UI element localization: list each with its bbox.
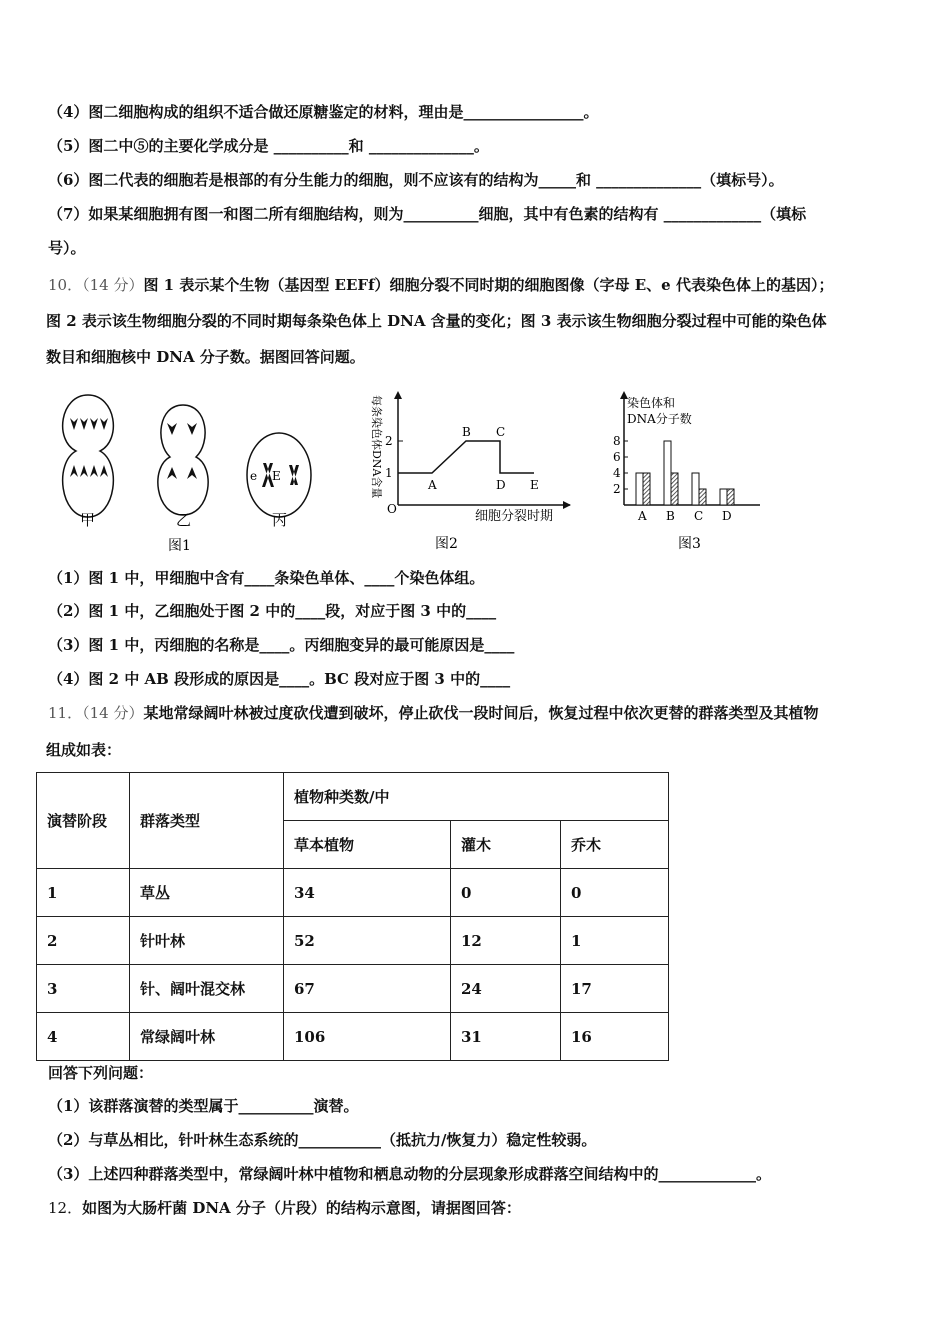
q9-part7: （7）如果某细胞拥有图一和图二所有细胞结构，则为__________细胞，其中有色素的结构有 _____________（填标 [48,205,807,223]
bar-A-dna [643,473,650,505]
table-cell: 0 [561,869,669,917]
bar-A-chromosome [636,473,643,505]
q11-question-2: （2）与草丛相比，针叶林生态系统的___________（抵抗力/恢复力）稳定性较弱。 [48,1131,597,1149]
q11-question-3: （3）上述四种群落类型中，常绿阔叶林中植物和栖息动物的分层现象形成群落空间结构中的_____________。 [48,1165,771,1183]
point-label-D: D [496,478,506,492]
figure-3-caption: 图3 [678,536,701,552]
x-tick-label: D [722,509,732,523]
q11-question-1: （1）该群落演替的类型属于__________演替。 [48,1097,359,1115]
q12-stem-text: 如图为大肠杆菌 DNA 分子（片段）的结构示意图，请据图回答： [82,1199,521,1217]
bar-D-dna [727,489,734,505]
figure-2-chart [355,385,585,560]
bar-C-dna [699,489,706,505]
table-cell: 106 [284,1013,451,1061]
y-axis-label-line2: DNA分子数 [627,412,692,426]
y-tick-label: 4 [613,466,621,480]
gene-e-label: e [250,469,258,483]
q10-stem-line1 [48,275,833,295]
q11-answer-intro: 回答下列问题： [48,1064,154,1082]
q9-part4: （4）图二细胞构成的组织不适合做还原糖鉴定的材料，理由是________________。 [48,103,599,121]
bar-B-dna [671,473,678,505]
header-type: 群落类型 [130,773,284,869]
x-axis-label: 细胞分裂时期 [475,509,554,524]
cell-yi [158,405,208,515]
figure-1-cells [40,385,340,560]
table-cell: 1 [37,869,130,917]
dna-line [398,441,534,473]
table-cell: 24 [451,965,561,1013]
cell-label-jia: 甲 [80,511,96,529]
y-axis-label: 每条染色体DNA含量 [370,395,383,499]
y-axis-arrow [394,391,402,399]
point-label-E: E [530,478,539,492]
table-cell: 12 [451,917,561,965]
table-cell: 31 [451,1013,561,1061]
point-label-A: A [428,478,437,492]
y-tick-label: 6 [613,450,621,464]
table-cell: 0 [451,869,561,917]
table-cell: 1 [561,917,669,965]
q9-part6: （6）图二代表的细胞若是根部的有分生能力的细胞，则不应该有的结构为_____和 ______________（填标号）。 [48,171,784,189]
header-tree: 乔木 [561,821,669,869]
figure-3-chart [600,385,770,560]
point-label-C: C [496,425,506,439]
table-row [37,1013,669,1061]
bar-D-chromosome [720,489,727,505]
q11-stem-text: 某地常绿阔叶林被过度砍伐遭到破坏，停止砍伐一段时间后，恢复过程中依次更替的群落类型及其植物 [143,704,819,722]
table-cell: 2 [37,917,130,965]
bar-C-chromosome [692,473,699,505]
q11-stem-line1 [48,703,818,723]
cell-label-yi: 乙 [176,511,192,529]
bar-B-chromosome [664,441,671,505]
table-cell: 3 [37,965,130,1013]
table-cell: 17 [561,965,669,1013]
y-tick-label: 2 [613,482,621,496]
table-row [37,869,669,917]
table-cell: 常绿阔叶林 [130,1013,284,1061]
table-cell: 67 [284,965,451,1013]
table-cell: 4 [37,1013,130,1061]
q9-part5: （5）图二中⑤的主要化学成分是 __________和 ______________。 [48,137,489,155]
table-cell: 草丛 [130,869,284,917]
cell-label-bing: 丙 [272,511,288,529]
cell-jia [63,395,114,517]
table-cell: 16 [561,1013,669,1061]
y-tick-label: 1 [385,466,393,480]
q11-stem-line2: 组成如表： [46,741,122,759]
q12-number: 12． [48,1199,83,1217]
table-cell: 52 [284,917,451,965]
figure-1-caption: 图1 [168,538,191,554]
header-stage: 演替阶段 [37,773,130,869]
succession-table [36,772,669,1061]
q10-question-4: （4）图 2 中 AB 段形成的原因是____。BC 段对应于图 3 中的____ [48,670,511,688]
x-tick-label: B [666,509,675,523]
figure-2-caption: 图2 [435,536,458,552]
q10-stem-text: 图 1 表示某个生物（基因型 EEFf）细胞分裂不同时期的细胞图像（字母 E、e 代表染色体上的基因）； [143,276,834,294]
x-tick-label: A [638,509,647,523]
gene-E-label: E [272,469,281,483]
origin-label: O [387,502,397,516]
header-herb: 草本植物 [284,821,451,869]
q10-stem-line3: 数目和细胞核中 DNA 分子数。据图回答问题。 [46,348,365,366]
q12-stem [48,1198,521,1218]
y-axis-label-line1: 染色体和 [627,396,676,410]
y-tick-label: 8 [613,434,621,448]
table-cell: 针、阔叶混交林 [130,965,284,1013]
x-tick-label: C [694,509,704,523]
q10-question-3: （3）图 1 中，丙细胞的名称是____。丙细胞变异的最可能原因是____ [48,636,515,654]
point-label-B: B [462,425,471,439]
q10-question-1: （1）图 1 中，甲细胞中含有____条染色单体、____个染色体组。 [48,569,485,587]
table-row [37,965,669,1013]
table-row [37,917,669,965]
header-species: 植物种类数/中 [284,773,669,821]
header-shrub: 灌木 [451,821,561,869]
q10-stem-line2: 图 2 表示该生物细胞分裂的不同时期每条染色体上 DNA 含量的变化；图 3 表示该生物细胞分裂过程中可能的染色体 [46,312,827,330]
q9-part7-cont: 号）。 [48,239,86,257]
q10-number: 10．（14 分） [48,276,144,294]
table-cell: 针叶林 [130,917,284,965]
q10-question-2: （2）图 1 中，乙细胞处于图 2 中的____段，对应于图 3 中的____ [48,602,497,620]
q11-number: 11．（14 分） [48,704,144,722]
table-cell: 34 [284,869,451,917]
x-axis-arrow [563,501,571,509]
y-tick-label: 2 [385,434,393,448]
